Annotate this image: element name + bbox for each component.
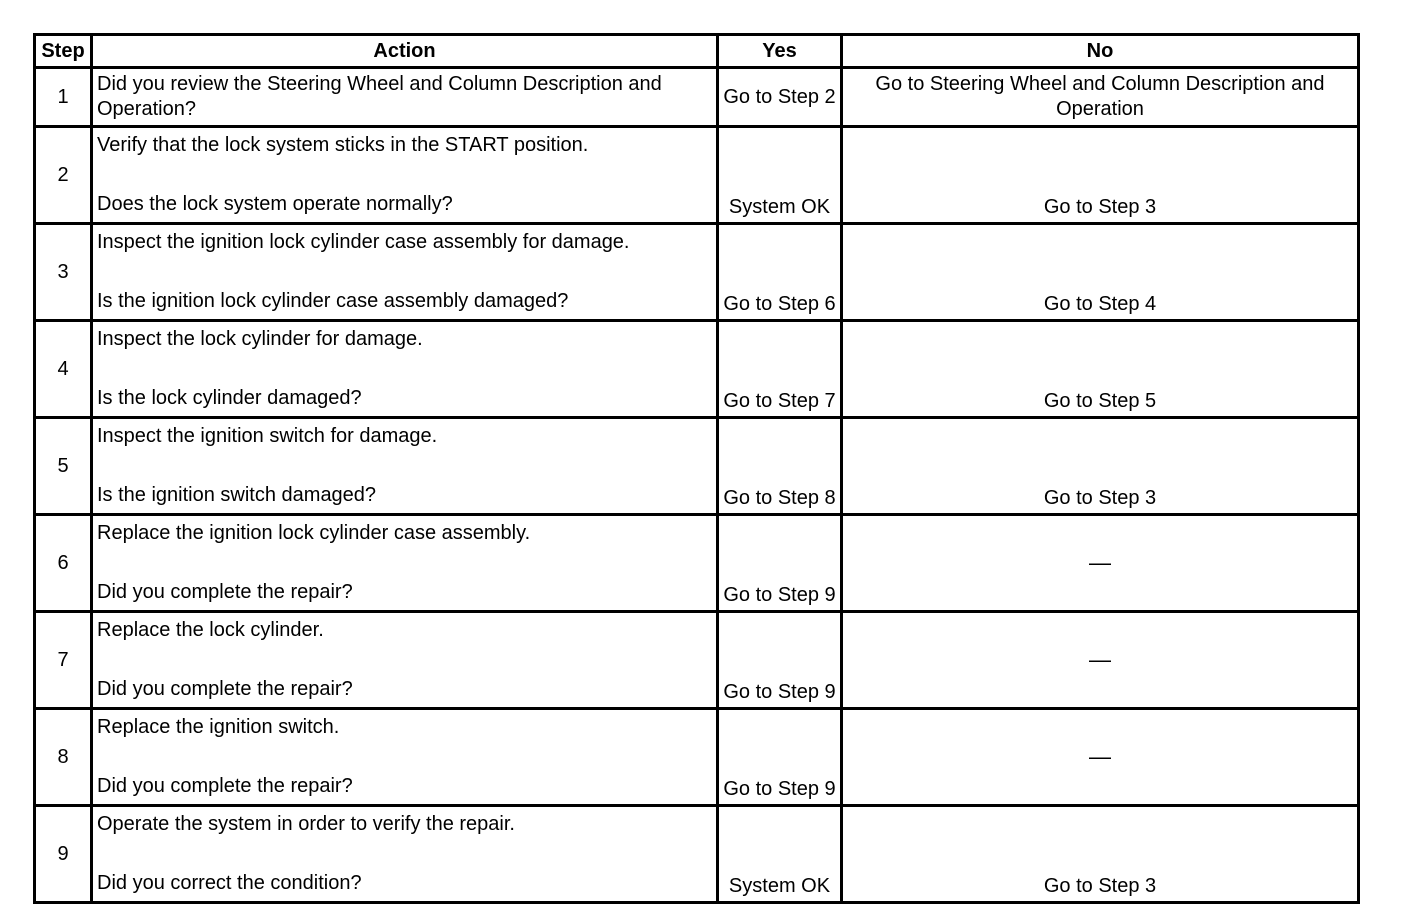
action-instruction: Replace the ignition lock cylinder case assembly. — [97, 522, 531, 544]
no-outcome: Go to Step 3 — [842, 418, 1359, 515]
step-number: 1 — [35, 68, 92, 127]
action-cell: Did you review the Steering Wheel and Column Description and Operation? — [92, 68, 718, 127]
step-number: 4 — [35, 321, 92, 418]
yes-outcome: Go to Step 7 — [718, 321, 842, 418]
no-outcome-dash: — — [1089, 549, 1111, 575]
action-question: Is the ignition lock cylinder case assembly damaged? — [97, 290, 569, 312]
no-outcome: Go to Step 4 — [842, 224, 1359, 321]
no-outcome-dash: — — [1089, 743, 1111, 769]
table-row-step-2 — [35, 127, 1359, 224]
table-row-step-6 — [35, 515, 1359, 612]
action-question: Did you correct the condition? — [97, 872, 362, 894]
yes-outcome: Go to Step 9 — [718, 709, 842, 806]
no-outcome: Go to Step 3 — [842, 127, 1359, 224]
no-outcome: Go to Step 3 — [842, 806, 1359, 903]
action-instruction: Inspect the ignition switch for damage. — [97, 425, 438, 447]
yes-outcome: Go to Step 6 — [718, 224, 842, 321]
yes-outcome: Go to Step 9 — [718, 612, 842, 709]
action-question: Did you complete the repair? — [97, 775, 353, 797]
header-step: Step — [35, 35, 92, 68]
step-number: 3 — [35, 224, 92, 321]
action-question: Did you complete the repair? — [97, 581, 353, 603]
step-number: 5 — [35, 418, 92, 515]
action-instruction: Verify that the lock system sticks in the START position. — [97, 134, 589, 156]
table-row-step-4 — [35, 321, 1359, 418]
table-row-step-3 — [35, 224, 1359, 321]
step-number: 8 — [35, 709, 92, 806]
action-cell — [92, 612, 718, 709]
header-yes: Yes — [718, 35, 842, 68]
action-instruction: Inspect the ignition lock cylinder case assembly for damage. — [97, 231, 630, 253]
step-number: 6 — [35, 515, 92, 612]
header-no: No — [842, 35, 1359, 68]
no-outcome: Go to Steering Wheel and Column Description and Operation — [842, 68, 1359, 127]
action-cell — [92, 224, 718, 321]
action-cell — [92, 806, 718, 903]
action-cell — [92, 127, 718, 224]
table-row-step-5 — [35, 418, 1359, 515]
action-instruction: Inspect the lock cylinder for damage. — [97, 328, 423, 350]
step-number: 9 — [35, 806, 92, 903]
action-question: Does the lock system operate normally? — [97, 193, 453, 215]
action-cell — [92, 709, 718, 806]
action-instruction: Replace the lock cylinder. — [97, 619, 324, 641]
action-instruction: Replace the ignition switch. — [97, 716, 340, 738]
no-outcome — [842, 709, 1359, 806]
header-row — [35, 35, 1359, 68]
table-row-step-8 — [35, 709, 1359, 806]
action-question: Is the ignition switch damaged? — [97, 484, 377, 506]
action-cell — [92, 418, 718, 515]
diagnostic-table — [33, 33, 1360, 904]
yes-outcome: System OK — [718, 806, 842, 903]
header-action: Action — [92, 35, 718, 68]
yes-outcome: Go to Step 2 — [718, 68, 842, 127]
no-outcome: Go to Step 5 — [842, 321, 1359, 418]
action-instruction: Operate the system in order to verify the repair. — [97, 813, 515, 835]
no-outcome — [842, 515, 1359, 612]
step-number: 7 — [35, 612, 92, 709]
yes-outcome: Go to Step 8 — [718, 418, 842, 515]
no-outcome — [842, 612, 1359, 709]
yes-outcome: System OK — [718, 127, 842, 224]
action-cell — [92, 515, 718, 612]
table-row-step-1 — [35, 68, 1359, 127]
action-question: Did you complete the repair? — [97, 678, 353, 700]
no-outcome-dash: — — [1089, 646, 1111, 672]
action-cell — [92, 321, 718, 418]
table-row-step-7 — [35, 612, 1359, 709]
table-row-step-9 — [35, 806, 1359, 903]
yes-outcome: Go to Step 9 — [718, 515, 842, 612]
action-question: Is the lock cylinder damaged? — [97, 387, 362, 409]
step-number: 2 — [35, 127, 92, 224]
